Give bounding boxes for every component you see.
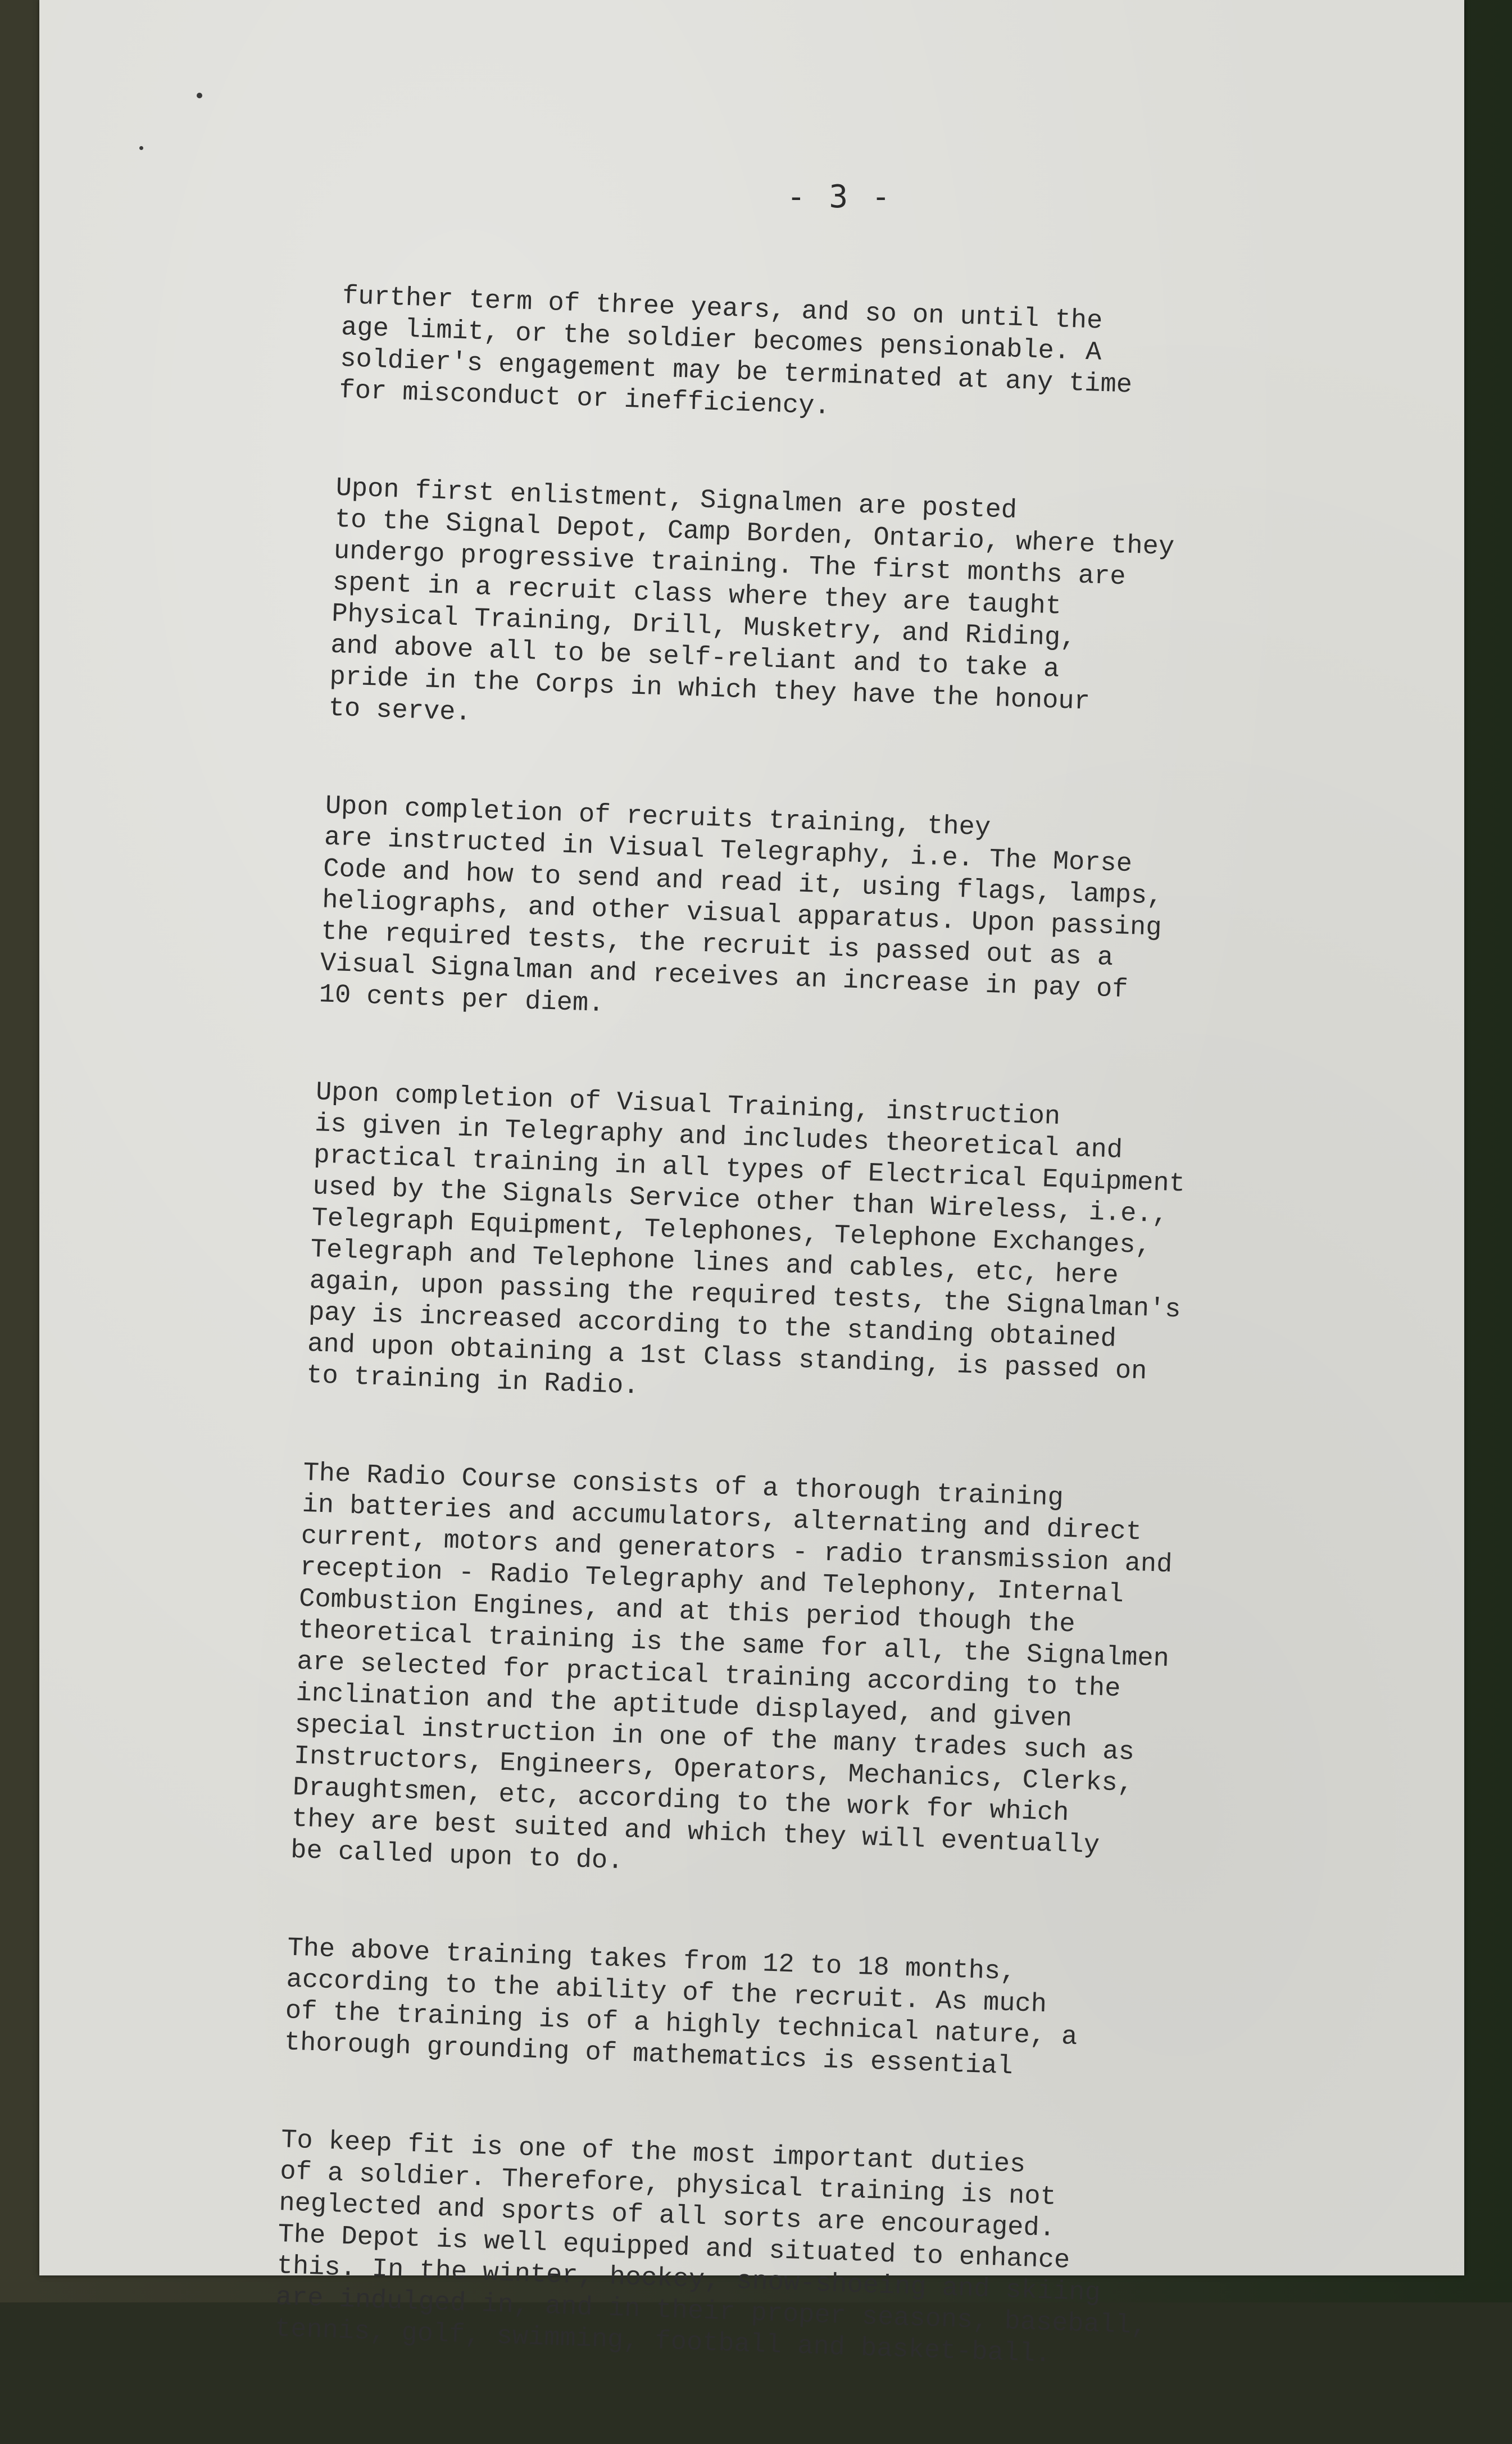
paragraph-1: further term of three years, and so on until the age limit, or the soldier becomes pensionable. A soldier's engagement may be terminated at any time for misconduct or inefficiency. (338, 281, 1133, 422)
page-number: - 3 - (787, 179, 893, 215)
paragraph-7: To keep fit is one of the most important duties of a soldier. Therefore, physical training is not neglected and sports of all sorts are encouraged. The Depot is well equipped and situated to enhance this. In the winter, hockey, snow-shoeing and skiing are indulged in, and in their proper seasons, baseball, tennis, golf, swimming, football and basket-ball. (274, 2125, 1148, 2370)
paragraph-6: The above training takes from 12 to 18 months, according to the ability of the recruit. As much of the training is of a highly technical nature, a thorough grounding of mathematics is essential (284, 1933, 1078, 2082)
typed-body (272, 281, 1325, 2444)
ink-speck (139, 146, 143, 150)
paragraph-5: The Radio Course consists of a thorough training in batteries and accumulators, alternating and direct current, motors and generators - radio transmission and reception - Radio Telegraphy and Telephony, Internal Combustion Engines, and at this period though the theoretical training is the same for all, the Signalmen are selected for practical training according to the inclination and the aptitude displayed, and given special instruction in one of the many trades such as Instructors, Engineers, Operators, Mechanics, Clerks, Draughtsmen, etc, according to the work for which they are best suited and which they will eventually be called upon to do. (290, 1458, 1173, 1877)
paragraph-4: Upon completion of Visual Training, instruction is given in Telegraphy and includes theoretical and practical training in all types of Electrical Equipment used by the Signals Service other than Wireless, i.e., Telegraph Equipment, Telephones, Telephone Exchanges, Telegraph and Telephone lines and cables, etc, here again, upon passing the required tests, the Signalman's pay is increased according to the standing obtained and upon obtaining a 1st Class standing, is passed on to training in Radio. (306, 1078, 1186, 1402)
paragraph-2: Upon first enlistment, Signalmen are posted to the Signal Depot, Camp Borden, Ontario, where they undergo progressive training. The first months are spent in a recruit class where they are taught Physical Training, Drill, Musketry, and Riding, and above all to be self-reliant and to take a pride in the Corps in which they have the honour to serve. (328, 473, 1175, 728)
ink-speck (197, 93, 202, 98)
paragraph-3: Upon completion of recruits training, they are instructed in Visual Telegraphy, i.e. The Morse Code and how to send and read it, using flags, lamps, heliographs, and other visual apparatus. Upon passing the required tests, the recruit is passed out as a Visual Signalman and receives an increase in pay of 10 cents per diem. (318, 791, 1164, 1020)
